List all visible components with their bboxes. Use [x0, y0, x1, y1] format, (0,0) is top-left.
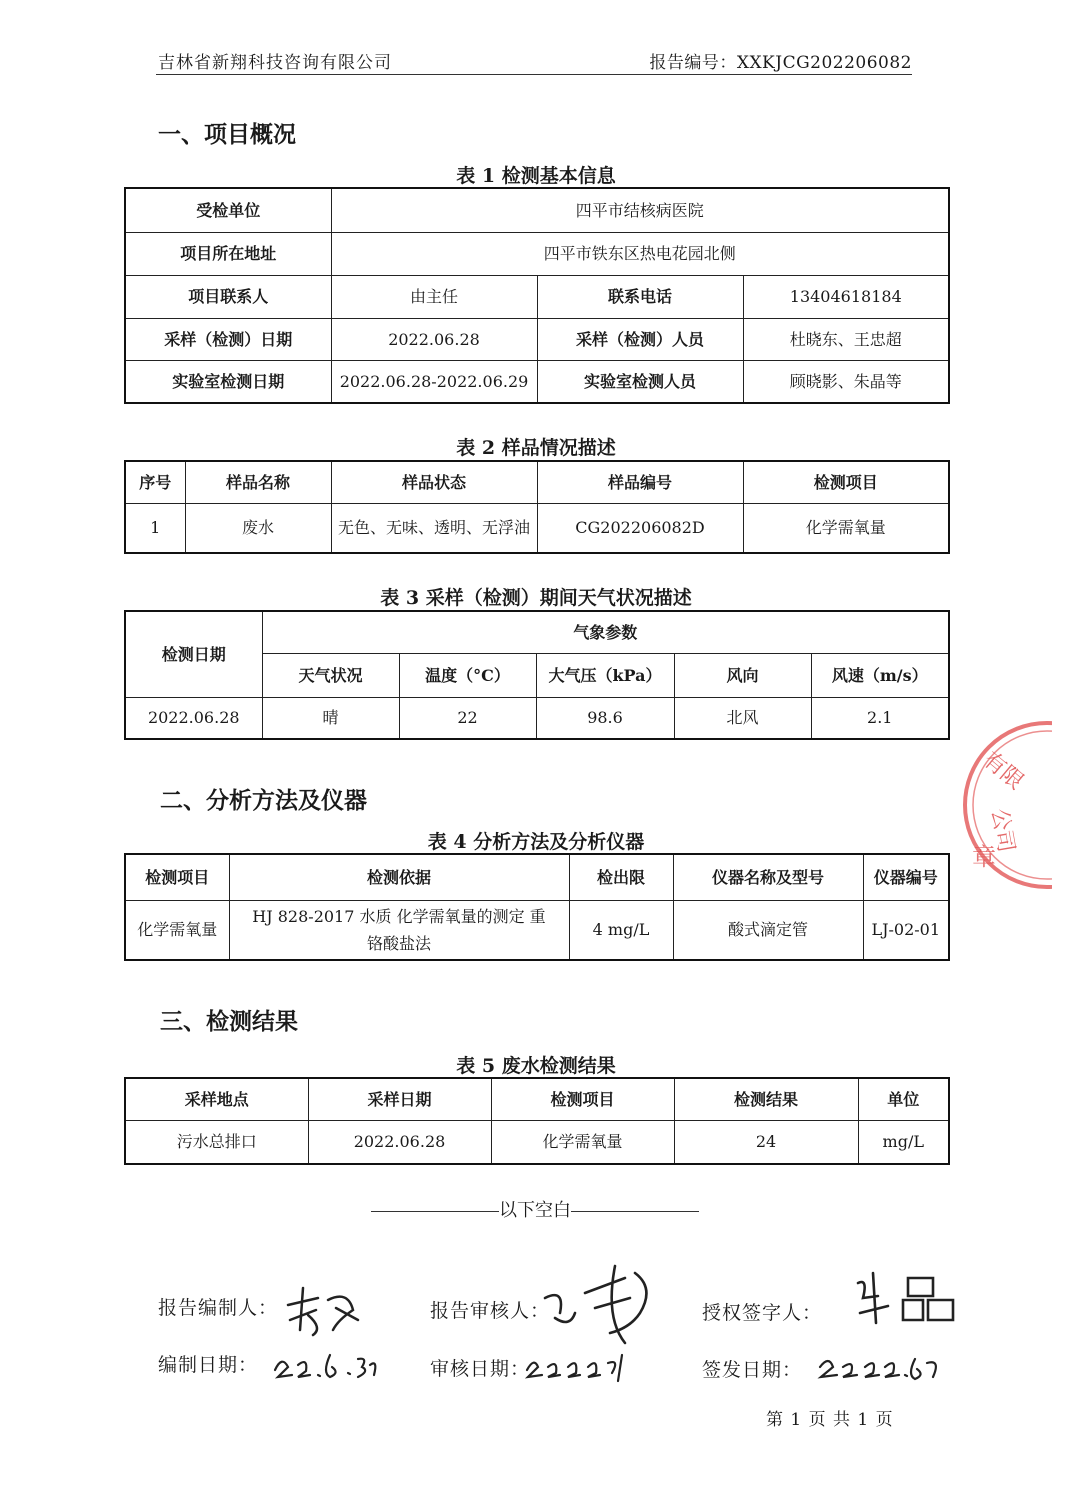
table2-caption: 表 2 样品情况描述 [456, 437, 616, 459]
company-name: 吉林省新翔科技咨询有限公司 [158, 53, 392, 73]
svg-text:公司: 公司 [986, 806, 1019, 855]
table1-caption: 表 1 检测基本信息 [456, 165, 616, 187]
table-cell: 98.6 [536, 697, 674, 739]
table5-caption: 表 5 废水检测结果 [456, 1055, 616, 1077]
table-header-cell: 样品状态 [331, 461, 537, 503]
review-date-handwriting [522, 1345, 632, 1385]
blank-below-note [360, 1196, 710, 1222]
lab-date-label: 实验室检测日期 [125, 360, 331, 403]
table-cell: 化学需氧量 [125, 900, 229, 960]
table-header-cell: 采样日期 [308, 1078, 491, 1120]
section-title-overview: 一、项目概况 [158, 122, 296, 148]
divider [571, 1211, 699, 1212]
preparer-label: 报告编制人： [158, 1297, 279, 1319]
table-header-cell: 检出限 [569, 854, 673, 900]
table-cell: 24 [674, 1120, 858, 1164]
table-header-cell: 检测项目 [743, 461, 949, 503]
blank-below-text: 以下空白 [499, 1200, 571, 1221]
page-number: 第 1 页 共 1 页 [766, 1410, 894, 1430]
table-cell: 2.1 [811, 697, 949, 739]
table-basic-info [124, 187, 950, 404]
divider [371, 1211, 499, 1212]
table-header-cell: 采样地点 [125, 1078, 308, 1120]
phone-label: 联系电话 [537, 275, 743, 318]
unit-label: 受检单位 [125, 188, 331, 232]
company-seal-stamp [952, 700, 1052, 910]
table-header-cell: 检测项目 [125, 854, 229, 900]
table-cell: 污水总排口 [125, 1120, 308, 1164]
table-header-cell: 样品名称 [185, 461, 331, 503]
sample-staff-label: 采样（检测）人员 [537, 318, 743, 360]
table-header-cell: 检测依据 [229, 854, 569, 900]
signer-label: 授权签字人： [702, 1302, 823, 1324]
table-cell: CG202206082D [537, 503, 743, 553]
issue-date-label: 签发日期： [702, 1359, 803, 1381]
table-header-cell: 仪器名称及型号 [673, 854, 863, 900]
table-header-cell: 天气状况 [262, 653, 399, 697]
table-cell: 化学需氧量 [743, 503, 949, 553]
section-title-results: 三、检测结果 [160, 1009, 298, 1035]
table-cell: 化学需氧量 [491, 1120, 674, 1164]
preparer-signature [278, 1280, 368, 1340]
section-title-methods: 二、分析方法及仪器 [160, 788, 367, 814]
header-divider [156, 74, 912, 75]
table-header-cell: 仪器编号 [863, 854, 949, 900]
svg-text:有限: 有限 [978, 747, 1028, 795]
review-date-label: 审核日期： [430, 1358, 531, 1380]
reviewer-signature [535, 1258, 665, 1358]
svg-text:章: 章 [972, 843, 996, 871]
lab-staff-value: 顾晓影、朱晶等 [743, 360, 949, 403]
contact-value: 由主任 [331, 275, 537, 318]
table-cell: 4 mg/L [569, 900, 673, 960]
lab-staff-label: 实验室检测人员 [537, 360, 743, 403]
table-methods [124, 853, 950, 961]
address-value: 四平市铁东区热电花园北侧 [331, 232, 949, 275]
table-header-cell: 检测项目 [491, 1078, 674, 1120]
table-header-cell: 样品编号 [537, 461, 743, 503]
table-header-cell: 序号 [125, 461, 185, 503]
table-weather [124, 610, 950, 740]
table-cell: 22 [399, 697, 536, 739]
table-results [124, 1077, 950, 1165]
table-header-cell: 温度（°C） [399, 653, 536, 697]
phone-value: 13404618184 [743, 275, 949, 318]
prepare-date-label: 编制日期： [158, 1354, 259, 1376]
table-cell: mg/L [858, 1120, 949, 1164]
signer-signature [848, 1268, 968, 1328]
report-number: 报告编号：XXKJCG202206082 [649, 53, 912, 73]
table-cell: 2022.06.28 [125, 697, 262, 739]
sample-staff-value: 杜晓东、王忠超 [743, 318, 949, 360]
reviewer-label: 报告审核人： [430, 1300, 551, 1322]
table3-caption: 表 3 采样（检测）期间天气状况描述 [380, 587, 692, 609]
table-header-cell: 风向 [674, 653, 811, 697]
table-cell: 废水 [185, 503, 331, 553]
table-sample-description [124, 460, 950, 554]
contact-label: 项目联系人 [125, 275, 331, 318]
table-cell: 2022.06.28 [308, 1120, 491, 1164]
date-header: 检测日期 [125, 611, 262, 697]
issue-date-handwriting [815, 1345, 945, 1385]
table-cell: 无色、无味、透明、无浮油 [331, 503, 537, 553]
unit-value: 四平市结核病医院 [331, 188, 949, 232]
sample-date-label: 采样（检测）日期 [125, 318, 331, 360]
table-cell: 北风 [674, 697, 811, 739]
lab-date-value: 2022.06.28-2022.06.29 [331, 360, 537, 403]
table-header-cell: 检测结果 [674, 1078, 858, 1120]
table-cell: LJ-02-01 [863, 900, 949, 960]
table4-caption: 表 4 分析方法及分析仪器 [427, 831, 645, 853]
table-header-cell: 大气压（kPa） [536, 653, 674, 697]
table-cell: 1 [125, 503, 185, 553]
address-label: 项目所在地址 [125, 232, 331, 275]
sample-date-value: 2022.06.28 [331, 318, 537, 360]
table-header-cell: 风速（m/s） [811, 653, 949, 697]
prepare-date-handwriting [270, 1345, 380, 1385]
table-cell: 晴 [262, 697, 399, 739]
table-cell: 酸式滴定管 [673, 900, 863, 960]
table-header-cell: 单位 [858, 1078, 949, 1120]
group-header: 气象参数 [262, 611, 949, 653]
table-cell: HJ 828-2017 水质 化学需氧量的测定 重铬酸盐法 [229, 900, 569, 960]
